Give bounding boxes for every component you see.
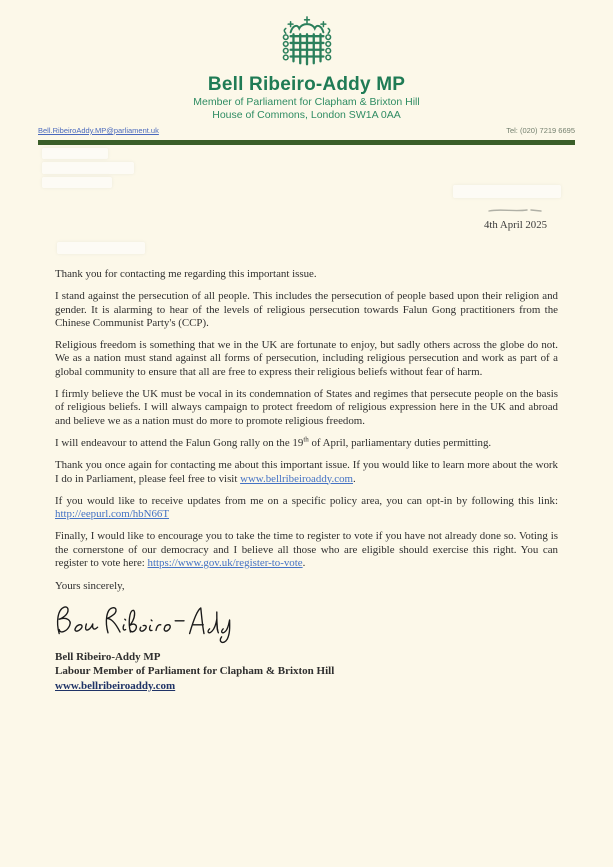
paragraph-text: If you would like to receive updates from me on a specific policy area, you can opt-in by following this link: — [55, 494, 558, 507]
handwritten-signature-icon — [52, 600, 244, 648]
body-paragraph — [55, 495, 558, 522]
body-paragraph — [55, 437, 558, 450]
paragraph-text: Finally, I would like to encourage you to take the time to register to vote if you have not already done so. Voting is the cornerstone of our democracy and I believe all those who are eligible should exercise this right. You can register to vote here: — [55, 530, 558, 570]
redaction-block — [453, 185, 561, 198]
signature — [52, 600, 575, 648]
redaction-block — [57, 242, 145, 254]
website-link[interactable]: www.bellribeiroaddy.com — [240, 472, 353, 485]
letter-date: 4th April 2025 — [484, 219, 547, 231]
letterhead-name: Bell Ribeiro-Addy MP — [207, 74, 406, 95]
portcullis-crest-icon — [278, 14, 336, 70]
body-paragraph — [55, 459, 558, 486]
salutation-zone — [38, 241, 575, 255]
paragraph-text: of April, parliamentary duties permitting. — [308, 436, 492, 449]
redaction-block — [42, 148, 108, 159]
redacted-scribble-icon — [487, 207, 543, 214]
body-paragraph: I stand against the persecution of all people. This includes the persecution of people based upon their religion and gender. It is alarming to hear of the levels of religious persecution towards Falun Gong practitioners from the Chinese Communist Party's (CCP). — [55, 290, 558, 329]
body-paragraph: Religious freedom is something that we in the UK are fortunate to enjoy, but sadly others across the globe do not. We as a nation must stand against all forms of persecution, including religious persecution and work as part of a global community to ensure that all are free to express their religious beliefs without fear of harm. — [55, 339, 558, 378]
ordinal-superscript: th — [303, 435, 309, 444]
telephone-number: Tel: (020) 7219 6695 — [506, 126, 575, 135]
paragraph-text: Thank you once again for contacting me about this important issue. If you would like to learn more about the work I do in Parliament, please feel free to visit — [55, 459, 558, 485]
paragraph-text: . — [352, 472, 356, 485]
letterhead-subtitle-constituency: Member of Parliament for Clapham & Brixton Hill — [193, 96, 420, 108]
letterhead-subtitle-address: House of Commons, London SW1A 0AA — [212, 109, 401, 121]
paragraph-text: I will endeavour to attend the Falun Gong rally on the 19 — [55, 436, 304, 449]
redaction-block — [42, 177, 112, 188]
register-to-vote-link[interactable]: https://www.gov.uk/register-to-vote — [147, 557, 303, 570]
recipient-address-zone — [38, 145, 575, 201]
letterhead-crest — [38, 14, 575, 70]
date-block — [38, 201, 575, 232]
contact-row — [38, 126, 575, 135]
email-link[interactable]: Bell.RibeiroAddy.MP@parliament.uk — [38, 126, 159, 135]
letter-body — [55, 268, 558, 594]
newsletter-optin-link[interactable]: http://eepurl.com/hbN66T — [55, 508, 170, 521]
signatory-name: Bell Ribeiro-Addy MP — [55, 650, 161, 663]
signatory-role: Labour Member of Parliament for Clapham & Brixton Hill — [55, 665, 335, 678]
body-paragraph: Thank you for contacting me regarding this important issue. — [55, 268, 317, 280]
body-paragraph — [55, 530, 558, 570]
footer-website-link[interactable]: www.bellribeiroaddy.com — [55, 679, 176, 692]
closing-line: Yours sincerely, — [55, 580, 125, 593]
paragraph-text: . — [302, 557, 306, 570]
body-paragraph: I firmly believe the UK must be vocal in its condemnation of States and regimes that persecute people on the basis of religious beliefs. I will always campaign to protect freedom of religious expression here in the UK and abroad and believe we as a nation must do more to promote religious freedom. — [55, 388, 558, 427]
redaction-block — [42, 162, 134, 174]
signature-block — [55, 650, 575, 694]
